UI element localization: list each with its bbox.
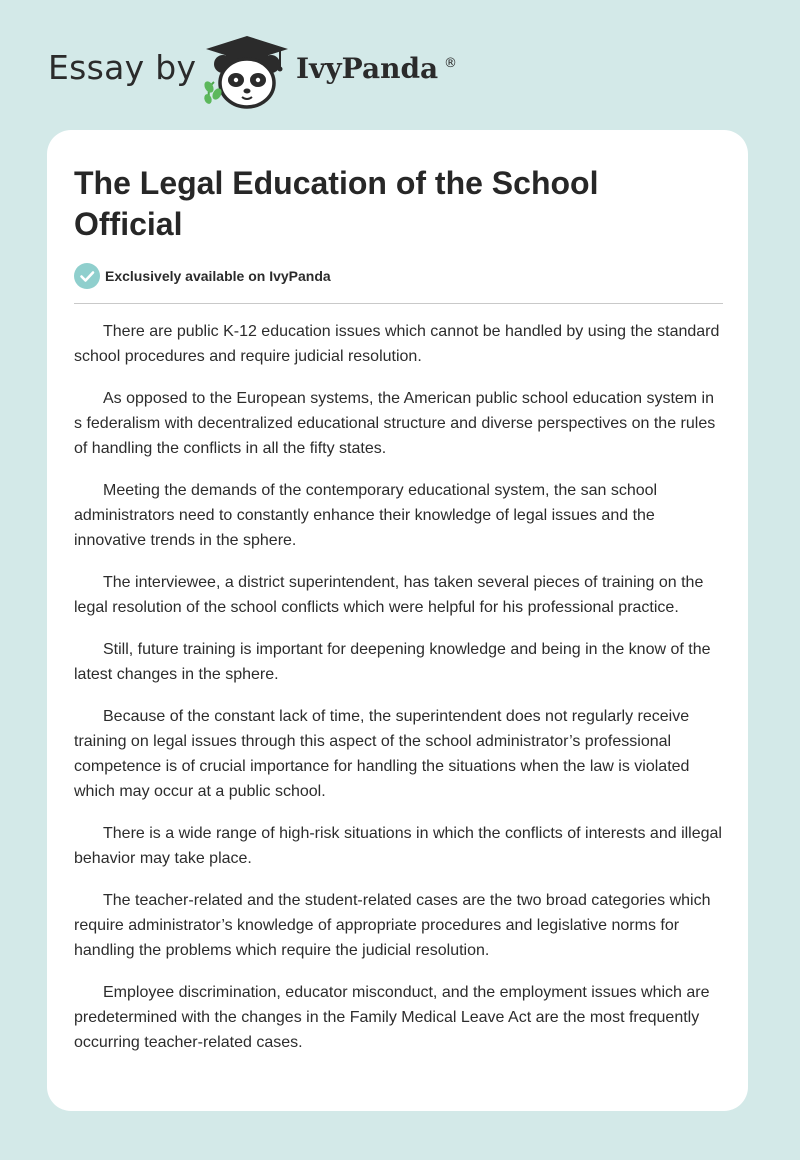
paragraph: There is a wide range of high-risk situations in which the conflicts of interests and illegal behavior may take place. [74,825,722,867]
paragraph: Still, future training is important for deepening knowledge and being in the know of the latest changes in the sphere. [74,641,711,683]
title-divider [74,303,723,304]
essay-card [47,130,748,1111]
paragraph: The teacher-related and the student-related cases are the two broad categories which require administrator’s knowledge of appropriate procedures and legislative norms for handling the problems which require the judicial resolution. [74,892,711,959]
paragraph: Because of the constant lack of time, the superintendent does not regularly receive training on legal issues through this aspect of the school administrator’s professional competence is of crucial importance for handling the situations when the law is violated which may occur at a public school. [74,708,690,800]
exclusive-badge-label: Exclusively available on IvyPanda [105,268,331,284]
panda-graduation-cap-logo-icon[interactable] [200,34,295,110]
site-header [0,0,800,120]
essay-by-label: Essay by [48,48,197,87]
paragraph: Employee discrimination, educator misconduct, and the employment issues which are predetermined with the changes in the Family Medical Leave Act are the most frequently occurring teacher-related cases. [74,984,710,1051]
paragraph: Meeting the demands of the contemporary educational system, the san school administrators need to constantly enhance their knowledge of legal issues and the innovative trends in the sphere. [74,482,658,549]
paragraph: There are public K-12 education issues which cannot be handled by using the standard school procedures and require judicial resolution. [74,323,720,365]
page-title: The Legal Education of the School Official [74,165,599,242]
registered-mark: ® [444,56,457,71]
brand-name[interactable]: IvyPanda [296,52,439,85]
paragraph: The interviewee, a district superintendent, has taken several pieces of training on the legal resolution of the school conflicts which were helpful for his professional practice. [74,574,704,616]
exclusive-badge [74,263,331,289]
check-circle-icon [74,263,100,289]
essay-body [74,319,725,1072]
paragraph: As opposed to the European systems, the American public school education system in s federalism with decentralized educational structure and diverse perspectives on the rules of handling the conflicts in all the fifty states. [74,390,716,457]
